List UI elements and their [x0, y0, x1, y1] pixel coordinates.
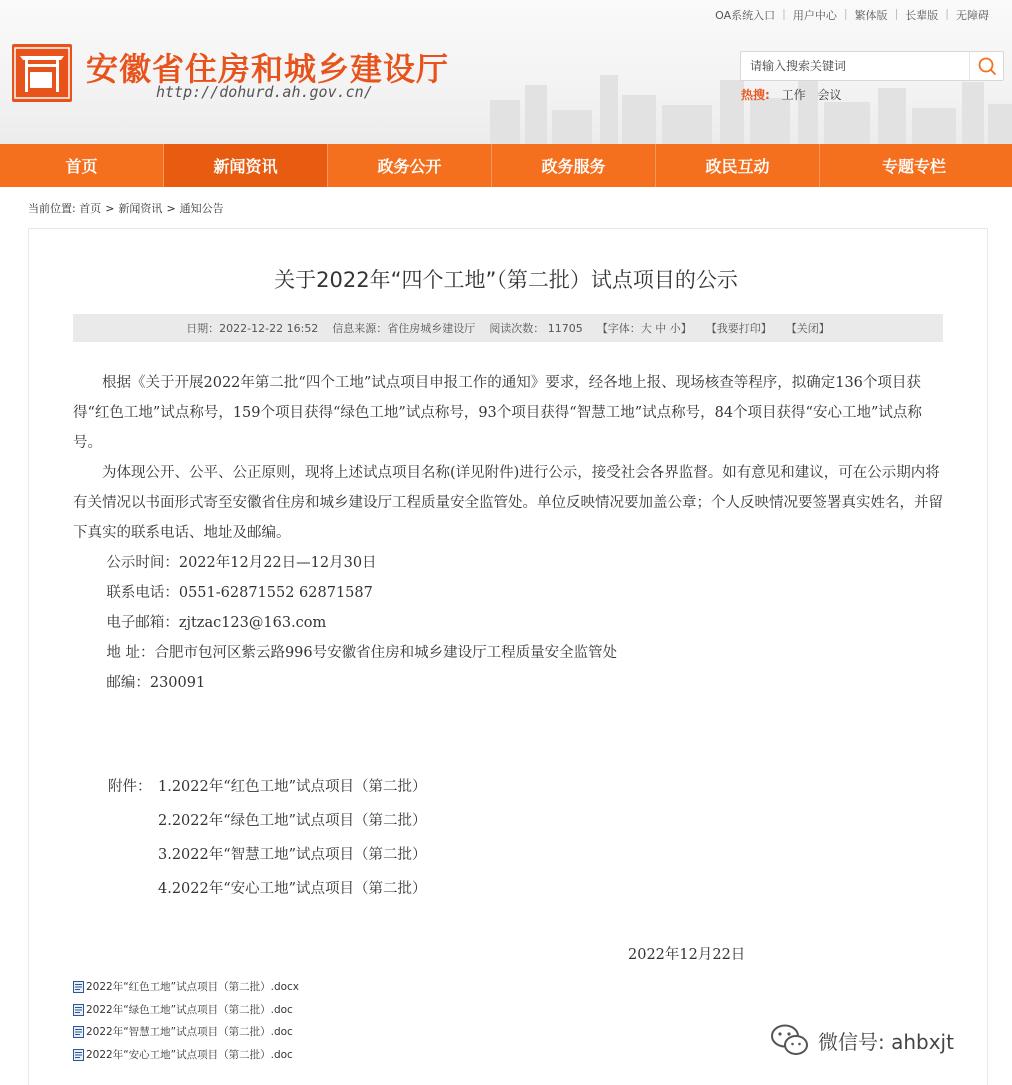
file-name: 2022年“智慧工地”试点项目（第二批）.doc: [86, 1026, 293, 1038]
contact-email: 电子邮箱：zjtzac123@163.com: [106, 615, 327, 631]
wechat-watermark: [768, 1020, 954, 1060]
site-title: 安徽省住房和城乡建设厅: [86, 50, 450, 88]
word-document-icon: [73, 1049, 84, 1061]
hot-search-link[interactable]: 会议: [817, 88, 842, 102]
search-box: [740, 51, 1004, 81]
attachment-label: 附件：: [108, 779, 152, 795]
oa-entry-link[interactable]: OA系统入口: [715, 9, 776, 22]
contact-address: 地 址：合肥市包河区紫云路996号安徽省住房和城乡建设厅工程质量安全监管处: [106, 645, 618, 661]
breadcrumb-notices[interactable]: 通知公告: [179, 202, 224, 215]
nav-special-topics[interactable]: 专题专栏: [881, 157, 946, 176]
info-source: 信息来源：省住房城乡建设厅: [332, 322, 476, 335]
traditional-chinese-link[interactable]: 繁体版: [854, 9, 888, 22]
breadcrumb-label: 当前位置:: [28, 202, 76, 215]
divider: |: [782, 7, 786, 20]
hot-searches: [741, 86, 842, 103]
search-button[interactable]: [969, 52, 1003, 80]
divider: |: [894, 7, 899, 20]
hot-search-label: 热搜:: [741, 88, 770, 102]
file-download-link[interactable]: [73, 1044, 299, 1067]
attachment-item: 4.2022年“安心工地”试点项目（第二批）: [158, 881, 427, 897]
article-body: [73, 368, 943, 698]
site-header: [0, 0, 1012, 144]
breadcrumb-separator: >: [105, 202, 115, 215]
search-icon: [977, 56, 997, 76]
word-document-icon: [73, 981, 84, 993]
font-size-control[interactable]: 【字体：大 中 小】: [596, 322, 692, 335]
nav-government-affairs[interactable]: 政务公开: [328, 144, 492, 187]
file-name: 2022年“红色工地”试点项目（第二批）.docx: [86, 981, 300, 993]
word-document-icon: [73, 1004, 84, 1016]
list-item: [108, 770, 427, 804]
file-name: 2022年“安心工地”试点项目（第二批）.doc: [86, 1048, 293, 1061]
breadcrumb: [28, 200, 224, 216]
publish-date: 日期：2022-12-22 16:52: [186, 322, 319, 335]
paragraph: 为体现公开、公平、公正原则，现将上述试点项目名称(详见附件)进行公示，接受社会各界监督。如有意见和建议，可在公示期内将有关情况以书面形式寄至安徽省住房和城乡建设厅工程质量安全监管处。单位反映情况要加盖公章；个人反映情况要签署真实姓名，并留下真实的联系电话、地址及邮编。: [73, 465, 943, 541]
breadcrumb-news[interactable]: 新闻资讯: [118, 202, 163, 215]
paragraph: 根据《关于开展2022年第二批“四个工地”试点项目申报工作的通知》要求，经各地上报、现场核查等程序，拟确定136个项目获得“红色工地”试点称号，159个项目获得“绿色工地”试点称号，93个项目获得“智慧工地”试点称号，84个项目获得“安心工地”试点称号。: [73, 375, 922, 451]
list-item: [108, 872, 427, 906]
signoff-date: 2022年12月22日: [628, 947, 746, 963]
nav-government-services[interactable]: 政务服务: [492, 144, 656, 187]
file-download-link[interactable]: [73, 999, 299, 1022]
article-title: 关于2022年“四个工地”（第二批）试点项目的公示: [274, 268, 738, 292]
main-nav: [0, 144, 1012, 187]
nav-news[interactable]: 新闻资讯: [164, 144, 328, 187]
download-files: [73, 976, 299, 1066]
article-meta: [73, 314, 943, 342]
list-item: [108, 804, 427, 838]
file-download-link[interactable]: [73, 1021, 299, 1044]
list-item: [108, 838, 427, 872]
search-input[interactable]: [741, 52, 969, 80]
close-link[interactable]: 【关闭】: [785, 322, 830, 335]
attachment-item: 2.2022年“绿色工地”试点项目（第二批）: [158, 813, 427, 829]
file-download-link[interactable]: [73, 976, 299, 999]
breadcrumb-separator: >: [166, 202, 176, 215]
nav-interaction[interactable]: 政民互动: [656, 144, 820, 187]
postal-code: 邮编：230091: [106, 675, 206, 691]
word-document-icon: [73, 1026, 84, 1038]
breadcrumb-home[interactable]: 首页: [79, 202, 102, 215]
elder-version-link[interactable]: 长辈版: [905, 9, 939, 22]
top-links: [708, 7, 996, 23]
attachment-item: 1.2022年“红色工地”试点项目（第二批）: [158, 779, 427, 795]
wechat-id: 微信号: ahbxjt: [818, 1029, 954, 1054]
publicity-period: 公示时间：2022年12月22日—12月30日: [106, 555, 377, 571]
file-name: 2022年“绿色工地”试点项目（第二批）.doc: [86, 1003, 293, 1016]
divider: |: [843, 7, 848, 20]
contact-phone: 联系电话：0551-62871552 62871587: [106, 585, 373, 601]
wechat-icon: [768, 1020, 812, 1060]
print-link[interactable]: 【我要打印】: [705, 322, 772, 335]
attachment-item: 3.2022年“智慧工地”试点项目（第二批）: [158, 847, 427, 863]
divider: |: [945, 7, 949, 20]
user-center-link[interactable]: 用户中心: [792, 9, 837, 22]
site-url: http://dohurd.ah.gov.cn/: [156, 83, 373, 101]
view-count: 阅读次数： 11705: [489, 322, 583, 335]
attachment-list: [108, 770, 427, 906]
site-logo[interactable]: [12, 44, 72, 102]
hot-search-link[interactable]: 工作: [781, 88, 806, 102]
logo-gate-icon: [12, 44, 72, 102]
nav-home[interactable]: 首页: [0, 144, 164, 187]
accessibility-link[interactable]: 无障碍: [956, 9, 989, 22]
